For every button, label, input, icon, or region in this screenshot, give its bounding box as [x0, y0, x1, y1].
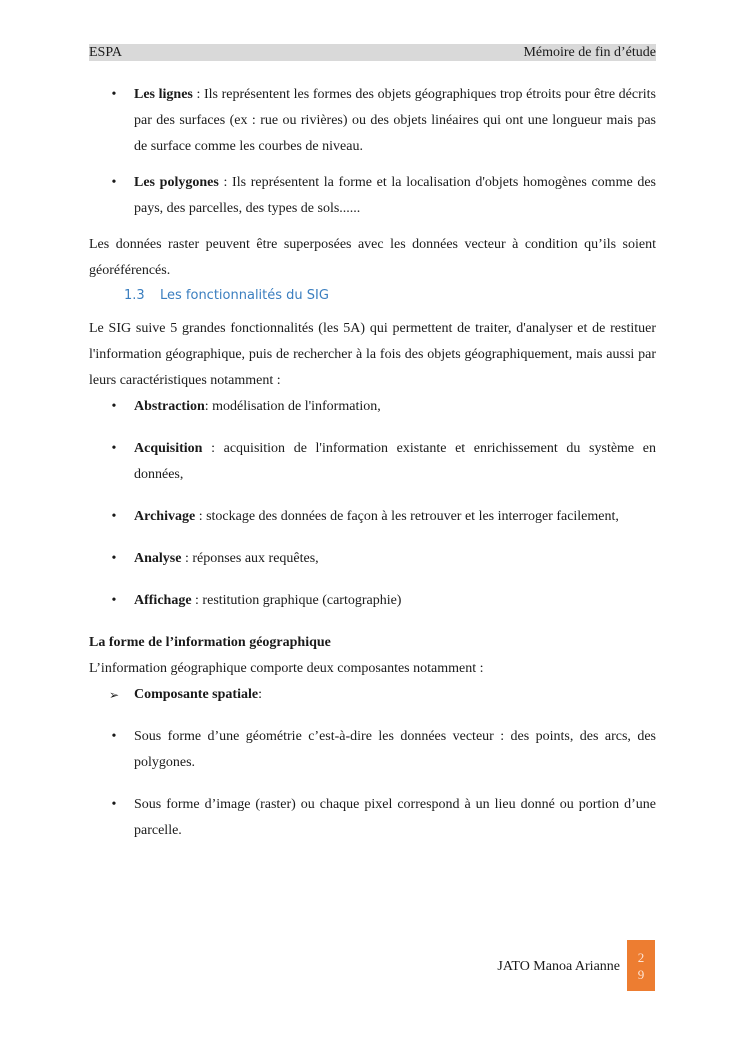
function-text: : stockage des données de façon à les retrouver et les interroger facilement, [195, 509, 619, 524]
forme-heading: La forme de l’information géographique [89, 635, 331, 650]
page-header [89, 44, 656, 61]
bullet-text: : Ils représentent la forme et la localisation d'objets homogènes comme des pays, des parcelles, des types de sols...... [134, 175, 657, 216]
bullet-marker: • [111, 175, 117, 190]
body-content [89, 82, 656, 844]
header-left: ESPA [89, 45, 122, 60]
paragraph-composantes: L’information géographique comporte deux composantes notamment : [89, 661, 484, 676]
function-item [89, 436, 656, 488]
paragraph-raster: Les données raster peuvent être superposées avec les données vecteur à condition qu’ils soient géoréférencés. [89, 237, 656, 278]
page-number-box [627, 940, 655, 991]
spatial-text: Sous forme d’image (raster) ou chaque pixel correspond à un lieu donné ou portion d’une parcelle. [134, 797, 656, 838]
function-text: : restitution graphique (cartographie) [191, 593, 402, 608]
composante-text: : [258, 687, 262, 702]
function-item [89, 588, 656, 614]
bullet-marker: • [111, 797, 117, 812]
function-text: : acquisition de l'information existante et enrichissement du système en données, [134, 441, 656, 482]
function-item [89, 504, 656, 530]
bullet-text: : Ils représentent les formes des objets géographiques trop étroits pour être décrits par des surfaces (ex : rue ou rivières) ou des objets linéaires qui ont une longueur mais pas de surface comme les courbes de niveau. [134, 87, 656, 154]
section-title: Les fonctionnalités du SIG [160, 288, 329, 303]
arrow-bullet-icon: ➢ [108, 688, 120, 702]
bullet-polygones [89, 170, 656, 222]
spatial-item [89, 724, 656, 776]
function-term: Abstraction [134, 399, 205, 414]
section-heading [89, 284, 656, 308]
section-number: 1.3 [124, 288, 145, 303]
function-item [89, 546, 656, 572]
bullet-marker: • [111, 509, 117, 524]
page-number-digit: 2 [637, 949, 645, 965]
bullet-term: Les lignes [134, 87, 193, 102]
composante-spatiale-item [89, 682, 656, 708]
function-item [89, 394, 656, 420]
function-text: : modélisation de l'information, [204, 399, 381, 414]
function-term: Acquisition [134, 441, 203, 456]
bullet-marker: • [111, 593, 117, 608]
spatial-text: Sous forme d’une géométrie c’est-à-dire les données vecteur : des points, des arcs, des polygones. [134, 729, 656, 770]
function-text: : réponses aux requêtes, [181, 551, 319, 566]
bullet-marker: • [111, 87, 117, 102]
bullet-marker: • [111, 399, 117, 414]
bullet-term: Les polygones [134, 175, 219, 190]
bullet-marker: • [111, 729, 117, 744]
function-term: Archivage [134, 509, 196, 524]
page-number-digit: 9 [637, 966, 645, 982]
spatial-item [89, 792, 656, 844]
bullet-marker: • [111, 551, 117, 566]
paragraph-sig: Le SIG suive 5 grandes fonctionnalités (les 5A) qui permettent de traiter, d'analyser et de restituer l'information géographique, puis de rechercher à la fois des objets géographiquement, mais aussi par leurs caractéristiques notamment : [89, 321, 656, 388]
function-term: Analyse [134, 551, 182, 566]
bullet-lignes [89, 82, 656, 160]
header-right: Mémoire de fin d’étude [523, 45, 656, 60]
function-term: Affichage [134, 593, 192, 608]
bullet-marker: • [111, 441, 117, 456]
footer-author: JATO Manoa Arianne [497, 959, 620, 974]
composante-term: Composante spatiale [134, 687, 259, 702]
